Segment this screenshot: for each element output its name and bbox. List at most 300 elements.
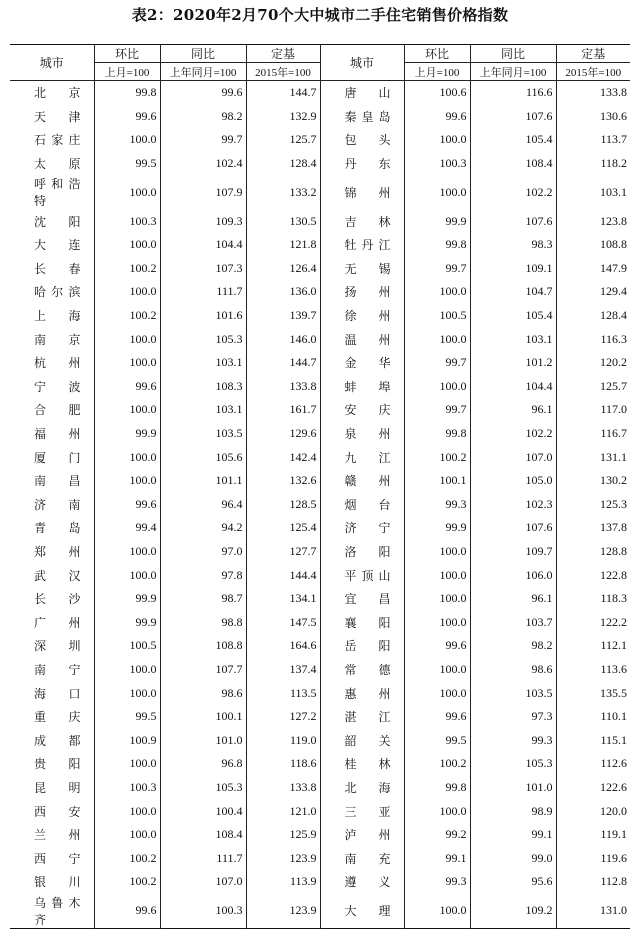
table-row xyxy=(10,81,630,105)
mom-value-left: 100.0 xyxy=(94,128,160,152)
table-row xyxy=(10,398,630,422)
table-row xyxy=(10,469,630,493)
city-name-left: 哈尔滨 xyxy=(34,285,81,300)
city-name-left: 北 京 xyxy=(34,86,81,101)
table-row xyxy=(10,516,630,540)
yoy-value-right: 102.2 xyxy=(470,422,556,446)
city-name-left: 武 汉 xyxy=(34,568,81,583)
header-yoy-right: 同比 xyxy=(470,45,556,63)
base-value-right: 129.4 xyxy=(556,280,630,304)
city-name-left: 厦 门 xyxy=(34,450,81,465)
base-value-left: 132.9 xyxy=(246,105,320,129)
mom-value-left: 100.0 xyxy=(94,327,160,351)
mom-value-right: 99.6 xyxy=(404,705,470,729)
table-row xyxy=(10,776,630,800)
mom-value-right: 100.0 xyxy=(404,894,470,929)
yoy-value-left: 98.6 xyxy=(160,681,246,705)
base-value-left: 123.9 xyxy=(246,894,320,929)
mom-value-right: 100.6 xyxy=(404,81,470,105)
city-name-left: 上 海 xyxy=(34,309,81,324)
mom-value-right: 99.3 xyxy=(404,493,470,517)
city-name-right: 韶 关 xyxy=(320,728,404,752)
base-value-left: 123.9 xyxy=(246,846,320,870)
yoy-value-left: 100.3 xyxy=(160,894,246,929)
mom-value-right: 100.0 xyxy=(404,610,470,634)
header-base-right: 定基 xyxy=(556,45,630,63)
mom-value-right: 100.0 xyxy=(404,175,470,209)
base-value-left: 142.4 xyxy=(246,445,320,469)
yoy-value-left: 94.2 xyxy=(160,516,246,540)
mom-value-left: 99.6 xyxy=(94,375,160,399)
header-city-right: 城市 xyxy=(320,45,404,81)
yoy-value-right: 99.3 xyxy=(470,728,556,752)
base-value-left: 164.6 xyxy=(246,634,320,658)
city-name-right: 温 州 xyxy=(320,327,404,351)
base-value-left: 144.7 xyxy=(246,351,320,375)
mom-value-right: 100.2 xyxy=(404,752,470,776)
mom-value-left: 100.0 xyxy=(94,351,160,375)
mom-value-left: 100.2 xyxy=(94,870,160,894)
yoy-value-right: 109.2 xyxy=(470,894,556,929)
mom-value-left: 99.5 xyxy=(94,152,160,176)
base-value-right: 131.1 xyxy=(556,445,630,469)
base-value-right: 120.2 xyxy=(556,351,630,375)
mom-value-left: 99.9 xyxy=(94,610,160,634)
city-name-right: 泉 州 xyxy=(320,422,404,446)
mom-value-left: 100.2 xyxy=(94,304,160,328)
table-row xyxy=(10,257,630,281)
base-value-right: 122.2 xyxy=(556,610,630,634)
city-name-right: 牡丹江 xyxy=(320,233,404,257)
mom-value-right: 100.1 xyxy=(404,469,470,493)
city-name-left: 宁 波 xyxy=(34,379,81,394)
yoy-value-left: 99.7 xyxy=(160,128,246,152)
base-value-left: 126.4 xyxy=(246,257,320,281)
mom-value-left: 99.6 xyxy=(94,493,160,517)
city-name-right: 惠 州 xyxy=(320,681,404,705)
mom-value-left: 99.5 xyxy=(94,705,160,729)
yoy-value-left: 101.1 xyxy=(160,469,246,493)
yoy-value-left: 105.3 xyxy=(160,776,246,800)
table-row xyxy=(10,799,630,823)
base-value-left: 136.0 xyxy=(246,280,320,304)
base-value-right: 120.0 xyxy=(556,799,630,823)
table-row xyxy=(10,128,630,152)
city-name-right: 南 充 xyxy=(320,846,404,870)
city-name-right: 唐 山 xyxy=(320,81,404,105)
base-value-right: 119.6 xyxy=(556,846,630,870)
mom-value-right: 99.6 xyxy=(404,634,470,658)
city-name-right: 安 庆 xyxy=(320,398,404,422)
yoy-value-left: 104.4 xyxy=(160,233,246,257)
city-name-left: 南 宁 xyxy=(34,662,81,677)
city-name-right: 襄 阳 xyxy=(320,610,404,634)
city-name-left: 杭 州 xyxy=(34,356,81,371)
table-row xyxy=(10,493,630,517)
yoy-value-left: 101.0 xyxy=(160,728,246,752)
mom-value-left: 100.0 xyxy=(94,563,160,587)
city-name-left: 贵 阳 xyxy=(34,757,81,772)
city-name-left: 乌鲁木齐 xyxy=(34,895,81,927)
mom-value-right: 99.9 xyxy=(404,516,470,540)
base-value-right: 130.2 xyxy=(556,469,630,493)
mom-value-right: 100.0 xyxy=(404,563,470,587)
yoy-value-left: 97.8 xyxy=(160,563,246,587)
yoy-value-right: 96.1 xyxy=(470,587,556,611)
city-name-right: 秦皇岛 xyxy=(320,105,404,129)
mom-value-right: 99.8 xyxy=(404,233,470,257)
city-name-right: 泸 州 xyxy=(320,823,404,847)
mom-value-right: 100.0 xyxy=(404,799,470,823)
city-name-left: 合 肥 xyxy=(34,403,81,418)
table-row xyxy=(10,280,630,304)
yoy-value-left: 108.8 xyxy=(160,634,246,658)
yoy-value-left: 97.0 xyxy=(160,540,246,564)
mom-value-right: 99.5 xyxy=(404,728,470,752)
city-name-right: 丹 东 xyxy=(320,152,404,176)
price-index-table xyxy=(10,44,630,929)
base-value-left: 129.6 xyxy=(246,422,320,446)
yoy-value-left: 107.3 xyxy=(160,257,246,281)
yoy-value-right: 105.4 xyxy=(470,304,556,328)
city-name-right: 三 亚 xyxy=(320,799,404,823)
table-row xyxy=(10,304,630,328)
yoy-value-right: 103.7 xyxy=(470,610,556,634)
yoy-value-left: 103.1 xyxy=(160,351,246,375)
yoy-value-right: 105.3 xyxy=(470,752,556,776)
yoy-value-right: 106.0 xyxy=(470,563,556,587)
base-value-right: 137.8 xyxy=(556,516,630,540)
table-row xyxy=(10,587,630,611)
table-row xyxy=(10,846,630,870)
base-value-left: 128.4 xyxy=(246,152,320,176)
yoy-value-right: 116.6 xyxy=(470,81,556,105)
yoy-value-right: 105.0 xyxy=(470,469,556,493)
city-name-right: 金 华 xyxy=(320,351,404,375)
base-value-left: 127.2 xyxy=(246,705,320,729)
city-name-left: 大 连 xyxy=(34,238,81,253)
yoy-value-right: 101.0 xyxy=(470,776,556,800)
mom-value-left: 100.3 xyxy=(94,776,160,800)
yoy-value-right: 102.3 xyxy=(470,493,556,517)
mom-value-right: 99.1 xyxy=(404,846,470,870)
mom-value-right: 100.0 xyxy=(404,540,470,564)
city-name-left: 福 州 xyxy=(34,427,81,442)
city-name-right: 徐 州 xyxy=(320,304,404,328)
mom-value-left: 100.0 xyxy=(94,799,160,823)
city-name-right: 赣 州 xyxy=(320,469,404,493)
city-name-right: 烟 台 xyxy=(320,493,404,517)
city-name-right: 蚌 埠 xyxy=(320,375,404,399)
city-name-left: 深 圳 xyxy=(34,639,81,654)
yoy-value-right: 96.1 xyxy=(470,398,556,422)
yoy-value-right: 98.3 xyxy=(470,233,556,257)
mom-value-right: 99.3 xyxy=(404,870,470,894)
table-row xyxy=(10,540,630,564)
table-row xyxy=(10,823,630,847)
city-name-left: 长 沙 xyxy=(34,592,81,607)
mom-value-left: 99.4 xyxy=(94,516,160,540)
subheader-yoy-left: 上年同月=100 xyxy=(160,63,246,81)
yoy-value-right: 103.5 xyxy=(470,681,556,705)
base-value-left: 127.7 xyxy=(246,540,320,564)
yoy-value-right: 99.1 xyxy=(470,823,556,847)
base-value-right: 133.8 xyxy=(556,81,630,105)
header-yoy-left: 同比 xyxy=(160,45,246,63)
subheader-mom-left: 上月=100 xyxy=(94,63,160,81)
city-name-right: 宜 昌 xyxy=(320,587,404,611)
city-name-right: 九 江 xyxy=(320,445,404,469)
base-value-left: 144.4 xyxy=(246,563,320,587)
base-value-left: 121.0 xyxy=(246,799,320,823)
city-name-left: 沈 阳 xyxy=(34,214,81,229)
yoy-value-right: 98.9 xyxy=(470,799,556,823)
mom-value-right: 100.5 xyxy=(404,304,470,328)
base-value-right: 113.7 xyxy=(556,128,630,152)
city-name-left: 长 春 xyxy=(34,261,81,276)
table-row xyxy=(10,422,630,446)
base-value-left: 139.7 xyxy=(246,304,320,328)
header-mom-left: 环比 xyxy=(94,45,160,63)
city-name-left: 太 原 xyxy=(34,157,81,172)
yoy-value-right: 98.2 xyxy=(470,634,556,658)
yoy-value-left: 101.6 xyxy=(160,304,246,328)
yoy-value-left: 103.5 xyxy=(160,422,246,446)
base-value-right: 128.4 xyxy=(556,304,630,328)
mom-value-right: 99.7 xyxy=(404,398,470,422)
yoy-value-left: 105.3 xyxy=(160,327,246,351)
table-row xyxy=(10,175,630,209)
mom-value-left: 99.6 xyxy=(94,894,160,929)
yoy-value-left: 107.0 xyxy=(160,870,246,894)
yoy-value-left: 98.2 xyxy=(160,105,246,129)
base-value-left: 121.8 xyxy=(246,233,320,257)
yoy-value-left: 98.7 xyxy=(160,587,246,611)
yoy-value-right: 104.4 xyxy=(470,375,556,399)
city-name-left: 银 川 xyxy=(34,875,81,890)
base-value-left: 132.6 xyxy=(246,469,320,493)
yoy-value-left: 98.8 xyxy=(160,610,246,634)
city-name-left: 西 安 xyxy=(34,804,81,819)
yoy-value-right: 107.6 xyxy=(470,516,556,540)
city-name-left: 西 宁 xyxy=(34,851,81,866)
base-value-left: 125.7 xyxy=(246,128,320,152)
city-name-right: 济 宁 xyxy=(320,516,404,540)
mom-value-right: 99.6 xyxy=(404,105,470,129)
table-row xyxy=(10,351,630,375)
mom-value-right: 99.7 xyxy=(404,351,470,375)
mom-value-right: 99.9 xyxy=(404,209,470,233)
mom-value-left: 99.8 xyxy=(94,81,160,105)
yoy-value-right: 109.7 xyxy=(470,540,556,564)
mom-value-left: 100.0 xyxy=(94,752,160,776)
yoy-value-left: 96.4 xyxy=(160,493,246,517)
mom-value-right: 100.0 xyxy=(404,681,470,705)
base-value-left: 134.1 xyxy=(246,587,320,611)
mom-value-right: 100.0 xyxy=(404,587,470,611)
base-value-left: 125.4 xyxy=(246,516,320,540)
table-row xyxy=(10,233,630,257)
yoy-value-right: 103.1 xyxy=(470,327,556,351)
city-name-left: 青 岛 xyxy=(34,521,81,536)
yoy-value-left: 102.4 xyxy=(160,152,246,176)
table-row xyxy=(10,705,630,729)
mom-value-left: 99.6 xyxy=(94,105,160,129)
table-row xyxy=(10,752,630,776)
yoy-value-right: 95.6 xyxy=(470,870,556,894)
city-name-right: 无 锡 xyxy=(320,257,404,281)
base-value-right: 118.3 xyxy=(556,587,630,611)
table-row xyxy=(10,563,630,587)
mom-value-left: 100.0 xyxy=(94,540,160,564)
base-value-right: 135.5 xyxy=(556,681,630,705)
yoy-value-right: 102.2 xyxy=(470,175,556,209)
city-name-left: 济 南 xyxy=(34,497,81,512)
mom-value-right: 100.0 xyxy=(404,280,470,304)
yoy-value-left: 100.4 xyxy=(160,799,246,823)
base-value-left: 128.5 xyxy=(246,493,320,517)
city-name-right: 吉 林 xyxy=(320,209,404,233)
base-value-right: 125.7 xyxy=(556,375,630,399)
yoy-value-right: 98.6 xyxy=(470,658,556,682)
base-value-right: 118.2 xyxy=(556,152,630,176)
base-value-right: 113.6 xyxy=(556,658,630,682)
mom-value-right: 99.2 xyxy=(404,823,470,847)
mom-value-right: 100.0 xyxy=(404,658,470,682)
city-name-right: 常 德 xyxy=(320,658,404,682)
subheader-base-left: 2015年=100 xyxy=(246,63,320,81)
yoy-value-left: 96.8 xyxy=(160,752,246,776)
table-row xyxy=(10,445,630,469)
base-value-right: 123.8 xyxy=(556,209,630,233)
base-value-right: 117.0 xyxy=(556,398,630,422)
yoy-value-right: 107.0 xyxy=(470,445,556,469)
base-value-left: 133.8 xyxy=(246,375,320,399)
mom-value-left: 100.0 xyxy=(94,445,160,469)
city-name-right: 岳 阳 xyxy=(320,634,404,658)
mom-value-left: 100.5 xyxy=(94,634,160,658)
mom-value-left: 100.3 xyxy=(94,209,160,233)
base-value-left: 118.6 xyxy=(246,752,320,776)
base-value-left: 137.4 xyxy=(246,658,320,682)
base-value-left: 113.5 xyxy=(246,681,320,705)
table-row xyxy=(10,634,630,658)
base-value-right: 112.1 xyxy=(556,634,630,658)
city-name-left: 南 昌 xyxy=(34,474,81,489)
mom-value-right: 100.0 xyxy=(404,327,470,351)
base-value-left: 147.5 xyxy=(246,610,320,634)
base-value-left: 161.7 xyxy=(246,398,320,422)
table-row xyxy=(10,681,630,705)
city-name-left: 昆 明 xyxy=(34,780,81,795)
city-name-right: 包 头 xyxy=(320,128,404,152)
city-name-left: 南 京 xyxy=(34,332,81,347)
base-value-right: 122.6 xyxy=(556,776,630,800)
mom-value-left: 100.0 xyxy=(94,233,160,257)
city-name-left: 海 口 xyxy=(34,686,81,701)
base-value-right: 125.3 xyxy=(556,493,630,517)
table-row xyxy=(10,870,630,894)
subheader-mom-right: 上月=100 xyxy=(404,63,470,81)
table-row xyxy=(10,375,630,399)
mom-value-left: 100.0 xyxy=(94,469,160,493)
yoy-value-right: 107.6 xyxy=(470,209,556,233)
base-value-left: 133.8 xyxy=(246,776,320,800)
mom-value-left: 100.2 xyxy=(94,846,160,870)
city-name-right: 遵 义 xyxy=(320,870,404,894)
table-row xyxy=(10,894,630,929)
base-value-right: 108.8 xyxy=(556,233,630,257)
mom-value-left: 100.2 xyxy=(94,257,160,281)
yoy-value-right: 107.6 xyxy=(470,105,556,129)
base-value-right: 130.6 xyxy=(556,105,630,129)
subheader-yoy-right: 上年同月=100 xyxy=(470,63,556,81)
mom-value-right: 100.3 xyxy=(404,152,470,176)
base-value-left: 133.2 xyxy=(246,175,320,209)
table-row xyxy=(10,658,630,682)
header-mom-right: 环比 xyxy=(404,45,470,63)
base-value-right: 112.8 xyxy=(556,870,630,894)
yoy-value-right: 101.2 xyxy=(470,351,556,375)
yoy-value-right: 108.4 xyxy=(470,152,556,176)
mom-value-right: 100.0 xyxy=(404,128,470,152)
header-base-left: 定基 xyxy=(246,45,320,63)
yoy-value-left: 103.1 xyxy=(160,398,246,422)
yoy-value-left: 100.1 xyxy=(160,705,246,729)
base-value-right: 122.8 xyxy=(556,563,630,587)
mom-value-left: 100.0 xyxy=(94,280,160,304)
yoy-value-left: 107.7 xyxy=(160,658,246,682)
yoy-value-right: 97.3 xyxy=(470,705,556,729)
city-name-right: 锦 州 xyxy=(320,175,404,209)
table-row xyxy=(10,610,630,634)
header-row xyxy=(10,45,630,63)
city-name-left: 广 州 xyxy=(34,615,81,630)
mom-value-right: 100.0 xyxy=(404,375,470,399)
city-name-left: 重 庆 xyxy=(34,710,81,725)
table-body xyxy=(10,81,630,929)
yoy-value-left: 111.7 xyxy=(160,846,246,870)
city-name-left: 成 都 xyxy=(34,733,81,748)
base-value-left: 144.7 xyxy=(246,81,320,105)
base-value-right: 112.6 xyxy=(556,752,630,776)
base-value-right: 103.1 xyxy=(556,175,630,209)
yoy-value-left: 105.6 xyxy=(160,445,246,469)
subheader-base-right: 2015年=100 xyxy=(556,63,630,81)
mom-value-left: 100.0 xyxy=(94,658,160,682)
yoy-value-left: 109.3 xyxy=(160,209,246,233)
mom-value-left: 99.9 xyxy=(94,587,160,611)
city-name-right: 平顶山 xyxy=(320,563,404,587)
mom-value-right: 100.2 xyxy=(404,445,470,469)
yoy-value-left: 108.3 xyxy=(160,375,246,399)
city-name-right: 湛 江 xyxy=(320,705,404,729)
base-value-left: 119.0 xyxy=(246,728,320,752)
mom-value-left: 100.0 xyxy=(94,175,160,209)
base-value-left: 130.5 xyxy=(246,209,320,233)
base-value-right: 115.1 xyxy=(556,728,630,752)
table-row xyxy=(10,327,630,351)
mom-value-left: 100.0 xyxy=(94,681,160,705)
mom-value-right: 99.7 xyxy=(404,257,470,281)
yoy-value-right: 104.7 xyxy=(470,280,556,304)
city-name-right: 洛 阳 xyxy=(320,540,404,564)
yoy-value-left: 111.7 xyxy=(160,280,246,304)
base-value-left: 146.0 xyxy=(246,327,320,351)
city-name-right: 桂 林 xyxy=(320,752,404,776)
table-title: 表2：2020年2月70个大中城市二手住宅销售价格指数 xyxy=(131,6,509,24)
city-name-right: 大 理 xyxy=(320,894,404,929)
